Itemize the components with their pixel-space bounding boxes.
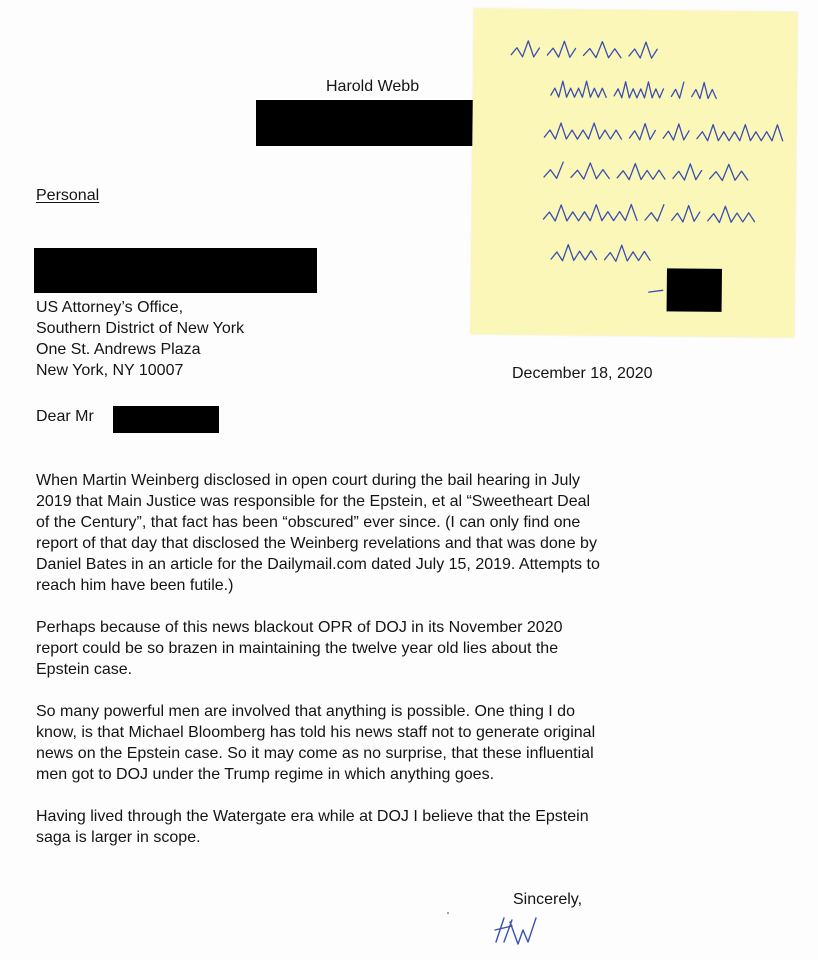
handwritten-word (551, 244, 597, 261)
paragraph (36, 617, 726, 680)
handwritten-word (663, 124, 689, 140)
body-line: report could be so brazen in maintaining the twelve year old lies about the (36, 640, 559, 657)
paragraph (36, 470, 726, 596)
handwritten-word (617, 163, 665, 180)
body-line: know, is that Michael Bloomberg has told his news staff not to generate original (36, 724, 596, 741)
redaction-note-initials (667, 268, 722, 312)
handwritten-word (710, 164, 748, 181)
body-line: Perhaps because of this news blackout OPR of DOJ in its November 2020 (36, 619, 563, 636)
handwritten-word (708, 206, 755, 223)
address-line: Southern District of New York (36, 320, 245, 337)
address-line: US Attorney’s Office, (36, 299, 184, 316)
redaction-recipient-name (34, 248, 317, 293)
redaction-sender-address (256, 100, 473, 146)
body-line: men got to DOJ under the Trump regime in which anything goes. (36, 766, 495, 783)
handwritten-word (544, 162, 563, 179)
salutation: Dear Mr (36, 408, 94, 425)
handwritten-word (629, 42, 657, 58)
body-line: reach him have been futile.) (36, 577, 234, 594)
body-line: Epstein case. (36, 661, 133, 678)
body-line: of the Century”, that fact has been “obscured” ever since. (I can only find one (36, 514, 581, 531)
sticky-note-line: Helpfully alerting us that (550, 95, 562, 97)
sticky-note-line: Epstein's NPA was negotiated (544, 137, 558, 139)
sticky-note (470, 8, 797, 337)
handwritten-word (547, 41, 575, 57)
sticky-note-line: since 2019. (551, 259, 557, 261)
handwritten-word (583, 41, 621, 57)
handwritten-word (692, 82, 717, 98)
body-line: When Martin Weinberg disclosed in open court during the bail hearing in July (36, 472, 581, 489)
body-line: So many powerful men are involved that anything is possible. One thing I do (36, 703, 575, 720)
handwritten-word (605, 245, 651, 262)
paragraph (36, 701, 726, 785)
handwritten-word (629, 123, 655, 139)
sticky-note-line: “obscured” by the media (543, 219, 555, 221)
body-line: 2019 that Main Justice was responsible for the Epstein, et al “Sweetheart Deal (36, 493, 591, 510)
recipient-address (36, 297, 244, 381)
letter-date: December 18, 2020 (512, 365, 653, 382)
handwritten-word (543, 204, 637, 222)
redaction-salutation-name (113, 406, 219, 433)
sticky-note-line: For the file ... (511, 54, 518, 56)
handwritten-word (697, 124, 783, 141)
scan-speck (447, 912, 449, 914)
handwritten-word (673, 164, 702, 180)
handwritten-word (614, 81, 663, 98)
handwritten-word (672, 205, 700, 222)
body-line: news on the Epstein case. So it may come as no surprise, that these influential (36, 745, 594, 762)
address-line: New York, NY 10007 (36, 362, 184, 379)
body-line: Daniel Bates in an article for the Dailymail.com dated July 15, 2019. Attempts to (36, 556, 600, 573)
body-line: saga is larger in scope. (36, 829, 201, 846)
sender-name: Harold Webb (326, 78, 420, 95)
sticky-note-line: by DOJ, which has been (543, 177, 555, 179)
handwritten-dash (649, 290, 663, 292)
handwritten-word (645, 205, 664, 222)
handwritten-word (571, 163, 609, 180)
letter-body (36, 470, 726, 869)
body-line: report of that day that disclosed the Weinberg revelations and that was done by (36, 535, 597, 552)
personal-marking: Personal (36, 187, 100, 204)
closing: Sincerely, (513, 891, 583, 908)
paragraph (36, 806, 726, 848)
address-line: One St. Andrews Plaza (36, 341, 201, 358)
signature-initials (490, 912, 550, 952)
handwritten-word (671, 82, 683, 98)
body-line: Having lived through the Watergate era while at DOJ I believe that the Epstein (36, 808, 589, 825)
